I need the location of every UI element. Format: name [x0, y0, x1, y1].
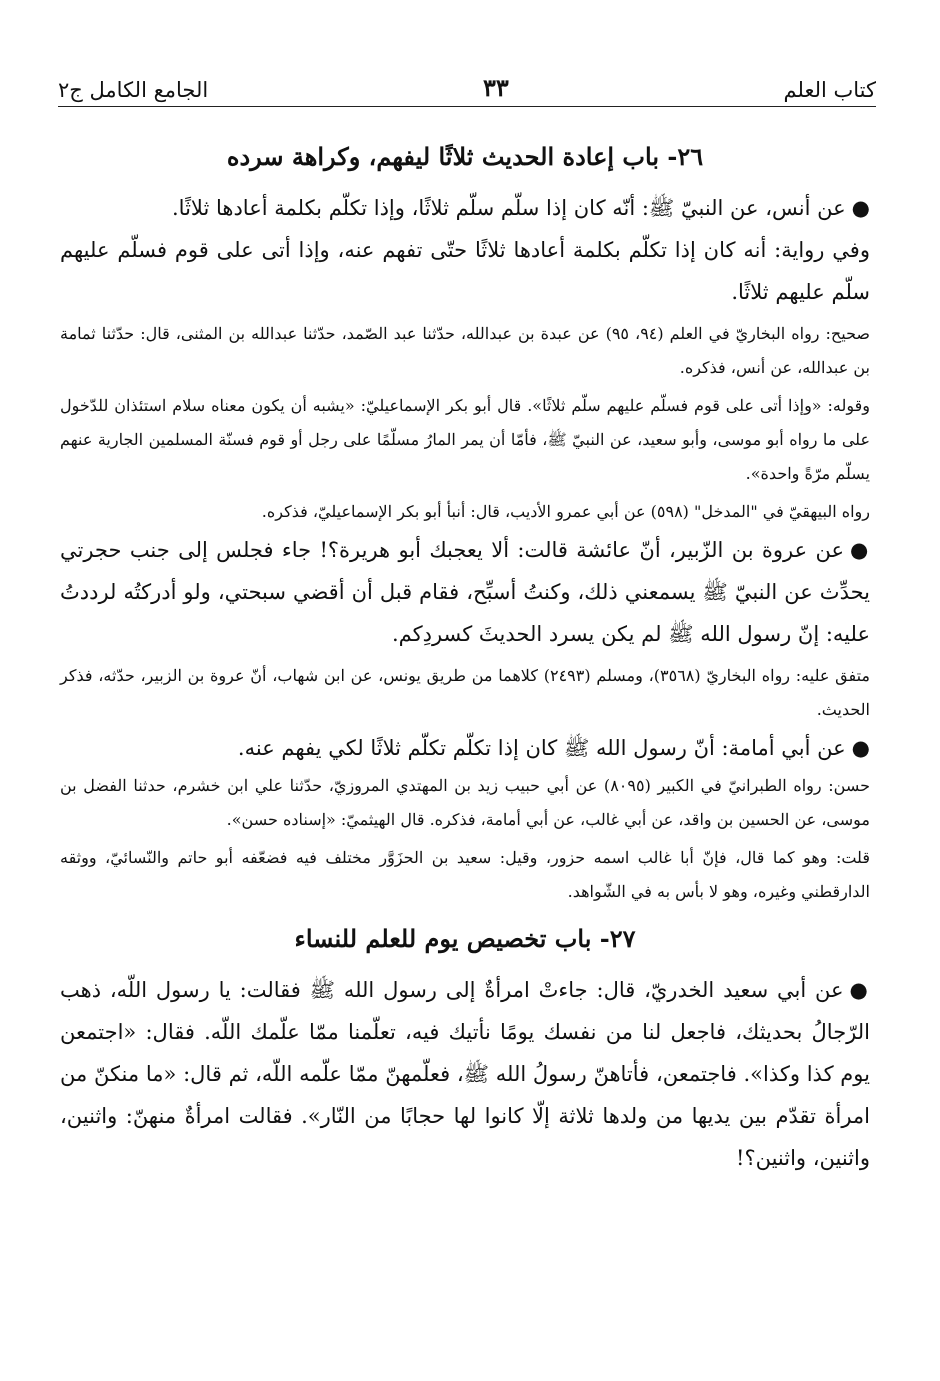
chapter-heading: ٢٧- باب تخصيص يوم للعلم للنساء	[294, 924, 636, 953]
source-note: رواه البيهقيّ في "المدخل" (٥٩٨) عن أبي عمرو الأديب، قال: أنبأ أبو بكر الإسماعيليّ، فذكره.	[261, 502, 870, 521]
bullet-icon: ●	[851, 735, 870, 760]
header-book-title: الجامع الكامل ج٢	[58, 78, 209, 102]
bullet-icon: ●	[849, 977, 870, 1002]
author-comment-note: قلت: وهو كما قال، فإنّ أبا غالب اسمه حزور، وقيل: سعيد بن الحزَوَّر مختلف فيه فضعّفه أبو حاتم والنّسائيّ، ووثقه الدارقطني وغيره، وهو لا بأس به في الشّواهد.	[60, 848, 870, 901]
page-body	[60, 135, 870, 1179]
hadith-variant-paragraph: وفي رواية: أنه كان إذا تكلّم بكلمة أعادها ثلاثًا حتّى تفهم عنه، وإذا أتى على قوم فسلّم عليهم سلّم عليهم ثلاثًا.	[60, 238, 870, 304]
page-number: ٣٣	[482, 73, 509, 102]
hadith-paragraph	[60, 727, 870, 769]
commentary-note: وقوله: «وإذا أتى على قوم فسلّم عليهم سلّم ثلاثًا». قال أبو بكر الإسماعيليّ: «يشبه أن يكون معناه سلام استئذان للدّخول على ما رواه أبو موسى، وأبو سعيد، عن النبيّ ﷺ، فأمّا أن يمر المارُ مسلّمًا على رجل أو قوم فسنّة المسلمين الجارية عنهم يسلّم مرّةً واحدة».	[60, 396, 870, 483]
takhrij-note: صحيح: رواه البخاريّ في العلم (٩٤، ٩٥) عن عبدة بن عبدالله، حدّثنا عبد الصّمد، حدّثنا عبدالله بن المثنى، قال: حدّثنا ثمامة بن عبدالله، عن أنس، فذكره.	[60, 324, 871, 377]
hadith-paragraph	[60, 187, 870, 229]
hadith-text: عن أنس، عن النبيّ ﷺ: أنّه كان إذا سلّم سلّم ثلاثًا، وإذا تكلّم بكلمة أعادها ثلاثًا.	[172, 196, 846, 220]
hadith-text: عن أبي أمامة: أنّ رسول الله ﷺ كان إذا تكلّم تكلّم ثلاثًا لكي يفهم عنه.	[237, 736, 846, 760]
hadith-paragraph	[60, 529, 870, 655]
bullet-icon: ●	[851, 195, 870, 220]
hadith-text: عن أبي سعيد الخدريّ، قال: جاءتْ امرأةٌ إلى رسول الله ﷺ فقالت: يا رسول اللّه، ذهب الرّجالُ بحديثك، فاجعل لنا من نفسك يومًا نأتيك فيه، تعلّمنا ممّا علّمك اللّه. فقال: «اجتمعن يوم كذا وكذا». فاجتمعن، فأتاهنّ رسولُ الله ﷺ، فعلّمهنّ ممّا علّمه اللّه، ثم قال: «ما منكنّ من امرأة تقدّم بين يديها من ولدها ثلاثة إلّا كانوا لها حجابًا من النّار». فقالت امرأةٌ منهنّ: واثنين، واثنين، واثنين؟!	[60, 978, 870, 1170]
hadith-paragraph	[60, 969, 870, 1179]
header-chapter-title: كتاب العلم	[783, 78, 876, 102]
page-header	[58, 62, 876, 107]
takhrij-note: متفق عليه: رواه البخاريّ (٣٥٦٨)، ومسلم (٢٤٩٣) كلاهما من طريق يونس، عن ابن شهاب، أنّ عروة بن الزبير، حدّثه، فذكر الحديث.	[60, 666, 870, 719]
takhrij-note: حسن: رواه الطبرانيّ في الكبير (٨٠٩٥) عن أبي حبيب زيد بن المهتدي المروزيّ، حدّثنا علي ابن خشرم، حدثنا الفضل بن موسى، عن الحسين بن واقد، عن أبي غالب، عن أبي أمامة، فذكره. قال الهيثميّ: «إسناده حسن».	[60, 776, 871, 829]
chapter-heading: ٢٦- باب إعادة الحديث ثلاثًا ليفهم، وكراهة سرده	[226, 142, 704, 171]
hadith-text: عن عروة بن الزّبير، أنّ عائشة قالت: ألا يعجبك أبو هريرة؟! جاء فجلس إلى جنب حجرتي يحدِّث عن النبيّ ﷺ يسمعني ذلك، وكنتُ أسبِّح، فقام قبل أن أقضي سبحتي، ولو أدركتُه لرددتُ عليه: إنّ رسول الله ﷺ لم يكن يسرد الحديثَ كسردِكم.	[60, 538, 870, 646]
bullet-icon: ●	[850, 537, 870, 562]
